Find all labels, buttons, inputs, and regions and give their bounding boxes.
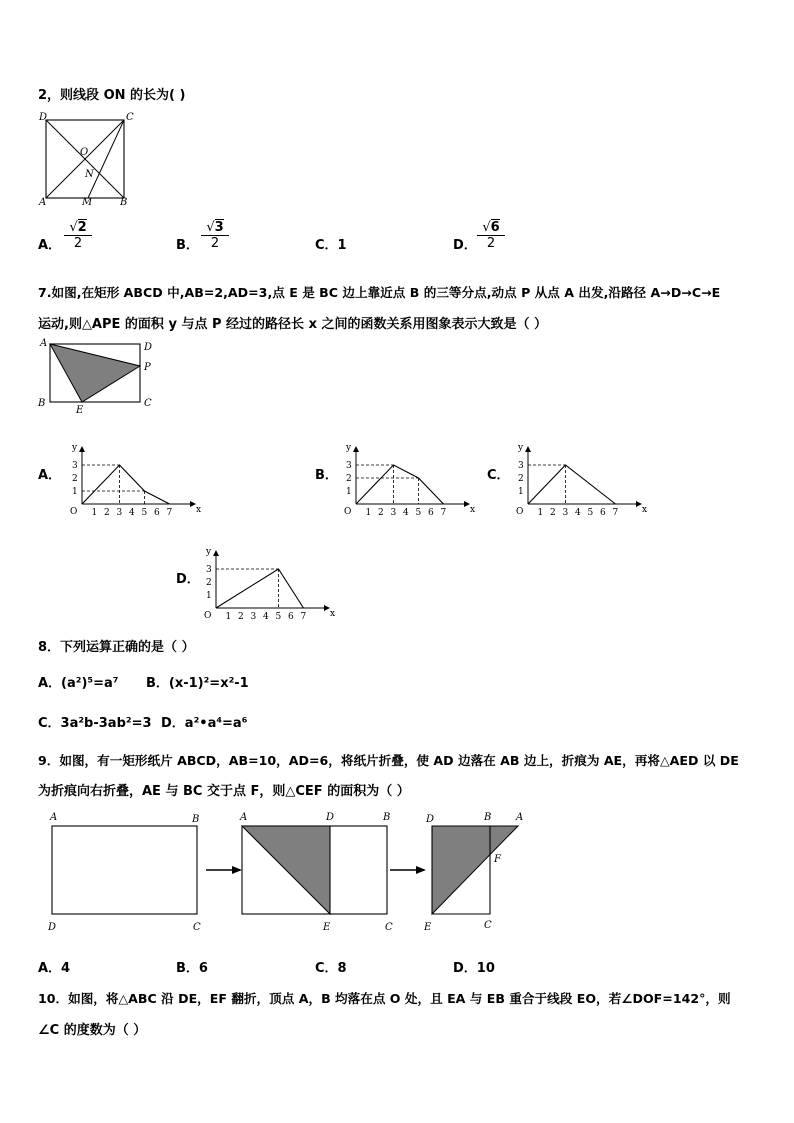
- q9-folding-figure: [40, 806, 540, 936]
- q9-f2-label-b: B: [383, 812, 391, 823]
- function-line: [216, 569, 304, 608]
- q7-stem-line1: 7.如图,在矩形 ABCD 中,AB=2,AD=3,点 E 是 BC 边上靠近点 B 的三等分点,动点 P 从点 A 出发,沿路径 A→D→C→E: [38, 285, 721, 300]
- q6-label-b: B: [120, 197, 128, 208]
- q7-rectangle-figure: [36, 336, 166, 416]
- y-axis-arrow: [353, 446, 359, 452]
- x-tick-label: 6: [428, 508, 434, 518]
- q9-f3-label-d: D: [426, 814, 435, 825]
- x-tick-label: 7: [440, 508, 447, 518]
- q9-f1-label-b: B: [192, 814, 200, 825]
- origin-label: O: [70, 507, 78, 517]
- x-tick-label: 1: [225, 612, 232, 622]
- q7-label-d: D: [144, 342, 153, 353]
- q7-label-c: C: [144, 398, 152, 409]
- q9-f3-label-e: E: [424, 922, 432, 933]
- q6-option-d-fraction: $\frac{√6}{2}$: [477, 220, 505, 251]
- y-tick-label: 2: [72, 474, 78, 484]
- x-tick-label: 7: [612, 508, 619, 518]
- q6-option-c: C．1: [315, 238, 347, 253]
- q9-f2-label-d: D: [326, 812, 335, 823]
- q7-stem-line2: 运动,则△APE 的面积 y 与点 P 经过的路径长 x 之间的函数关系用图象表示大致是（ ）: [38, 317, 547, 332]
- y-tick-label: 1: [346, 487, 352, 497]
- q9-f3-label-a: A: [516, 812, 524, 823]
- q9-stem-line2: 为折痕向右折叠，AE 与 BC 交于点 F，则△CEF 的面积为（ ）: [38, 784, 410, 799]
- q6-label-m: M: [82, 197, 93, 208]
- q6-option-d-letter: D．: [453, 238, 477, 253]
- x-tick-label: 4: [129, 508, 135, 518]
- x-tick-label: 2: [238, 612, 244, 622]
- x-axis-label: x: [330, 609, 336, 619]
- x-tick-label: 3: [116, 508, 123, 518]
- q9-option-c: C．8: [315, 961, 347, 976]
- y-axis-arrow: [79, 446, 85, 452]
- y-tick-label: 1: [518, 487, 524, 497]
- q7-option-a: A．: [38, 468, 62, 483]
- q9-option-b: B．6: [176, 961, 208, 976]
- x-tick-label: 5: [141, 508, 148, 518]
- q7-label-b: B: [38, 398, 46, 409]
- q10-stem-line1: 10．如图，将△ABC 沿 DE，EF 翻折，顶点 A，B 均落在点 O 处，且 EA 与 EB 重合于线段 EO，若∠DOF=142°，则: [38, 991, 731, 1006]
- origin-label: O: [204, 611, 212, 621]
- y-axis-label: y: [346, 443, 352, 453]
- y-axis-label: y: [518, 443, 524, 453]
- q6-label-o: O: [80, 147, 89, 158]
- y-tick-label: 3: [518, 461, 524, 471]
- q7-option-c: C．: [487, 468, 510, 483]
- function-line: [528, 465, 616, 504]
- x-axis-label: x: [642, 505, 648, 515]
- q7-option-d: D．: [176, 572, 200, 587]
- q9-f2-label-e: E: [323, 922, 331, 933]
- y-axis-label: y: [206, 547, 212, 557]
- q9-f2-label-c: C: [385, 922, 393, 933]
- q8-option-c: C．3a²b-3ab²=3: [38, 716, 152, 731]
- q7-label-p: P: [144, 362, 151, 373]
- q6-option-a-fraction: $\frac{√2}{2}$: [64, 220, 92, 251]
- x-tick-label: 3: [562, 508, 569, 518]
- x-tick-label: 1: [91, 508, 98, 518]
- x-tick-label: 4: [263, 612, 269, 622]
- q9-f1-label-c: C: [193, 922, 201, 933]
- q7-graph-a: [62, 428, 202, 518]
- q6-label-c: C: [126, 112, 134, 123]
- x-axis-label: x: [470, 505, 476, 515]
- x-tick-label: 7: [166, 508, 173, 518]
- y-axis-label: y: [72, 443, 78, 453]
- q6-label-d: D: [39, 112, 48, 123]
- q8-option-d: D．a²•a⁴=a⁶: [161, 716, 248, 731]
- q6-label-a: A: [39, 197, 47, 208]
- q7-graph-c: [508, 428, 648, 518]
- function-line: [82, 465, 170, 504]
- y-tick-label: 2: [206, 578, 212, 588]
- q8-stem: 8．下列运算正确的是（ ）: [38, 640, 195, 655]
- q7-label-e: E: [76, 405, 84, 416]
- x-tick-label: 3: [390, 508, 397, 518]
- x-tick-label: 1: [365, 508, 372, 518]
- origin-label: O: [344, 507, 352, 517]
- x-tick-label: 6: [600, 508, 606, 518]
- x-tick-label: 5: [415, 508, 422, 518]
- x-tick-label: 6: [154, 508, 160, 518]
- q6-option-b-fraction: $\frac{√3}{2}$: [201, 220, 229, 251]
- x-tick-label: 6: [288, 612, 294, 622]
- q9-f2-label-a: A: [240, 812, 248, 823]
- q8-option-a: A．(a²)⁵=a⁷: [38, 676, 119, 691]
- y-axis-arrow: [213, 550, 219, 556]
- x-axis-label: x: [196, 505, 202, 515]
- function-line: [356, 465, 444, 504]
- q7-graph-b: [336, 428, 476, 518]
- q6-square-figure: [36, 112, 136, 212]
- x-tick-label: 2: [378, 508, 384, 518]
- q9-f3-label-f: F: [494, 854, 501, 865]
- y-tick-label: 2: [346, 474, 352, 484]
- x-tick-label: 2: [104, 508, 110, 518]
- y-tick-label: 3: [346, 461, 352, 471]
- q7-label-a: A: [40, 338, 48, 349]
- x-tick-label: 4: [403, 508, 409, 518]
- q7-option-b: B．: [315, 468, 338, 483]
- y-tick-label: 2: [518, 474, 524, 484]
- q10-stem-line2: ∠C 的度数为（ ）: [38, 1023, 147, 1038]
- y-tick-label: 1: [206, 591, 212, 601]
- q6-label-n: N: [85, 169, 94, 180]
- q9-f1-label-d: D: [48, 922, 57, 933]
- q9-f3-label-b: B: [484, 812, 492, 823]
- y-tick-label: 3: [206, 565, 212, 575]
- q9-f1-label-a: A: [50, 812, 58, 823]
- x-tick-label: 5: [587, 508, 594, 518]
- q7-graph-d: [196, 532, 336, 622]
- q6-stem: 2，则线段 ON 的长为( ): [38, 88, 186, 103]
- x-tick-label: 3: [250, 612, 257, 622]
- q9-option-a: A．4: [38, 961, 71, 976]
- x-tick-label: 7: [300, 612, 307, 622]
- y-tick-label: 3: [72, 461, 78, 471]
- q8-option-b: B．(x-1)²=x²-1: [146, 676, 249, 691]
- y-tick-label: 1: [72, 487, 78, 497]
- q6-option-a-letter: A．: [38, 238, 62, 253]
- x-tick-label: 2: [550, 508, 556, 518]
- q9-stem-line1: 9．如图，有一矩形纸片 ABCD，AB=10，AD=6，将纸片折叠，使 AD 边落在 AB 边上，折痕为 AE，再将△AED 以 DE: [38, 753, 739, 768]
- origin-label: O: [516, 507, 524, 517]
- y-axis-arrow: [525, 446, 531, 452]
- x-tick-label: 4: [575, 508, 581, 518]
- q6-option-b-letter: B．: [176, 238, 199, 253]
- q9-option-d: D．10: [453, 961, 495, 976]
- q9-f3-label-c: C: [484, 920, 492, 931]
- x-tick-label: 1: [537, 508, 544, 518]
- x-tick-label: 5: [275, 612, 282, 622]
